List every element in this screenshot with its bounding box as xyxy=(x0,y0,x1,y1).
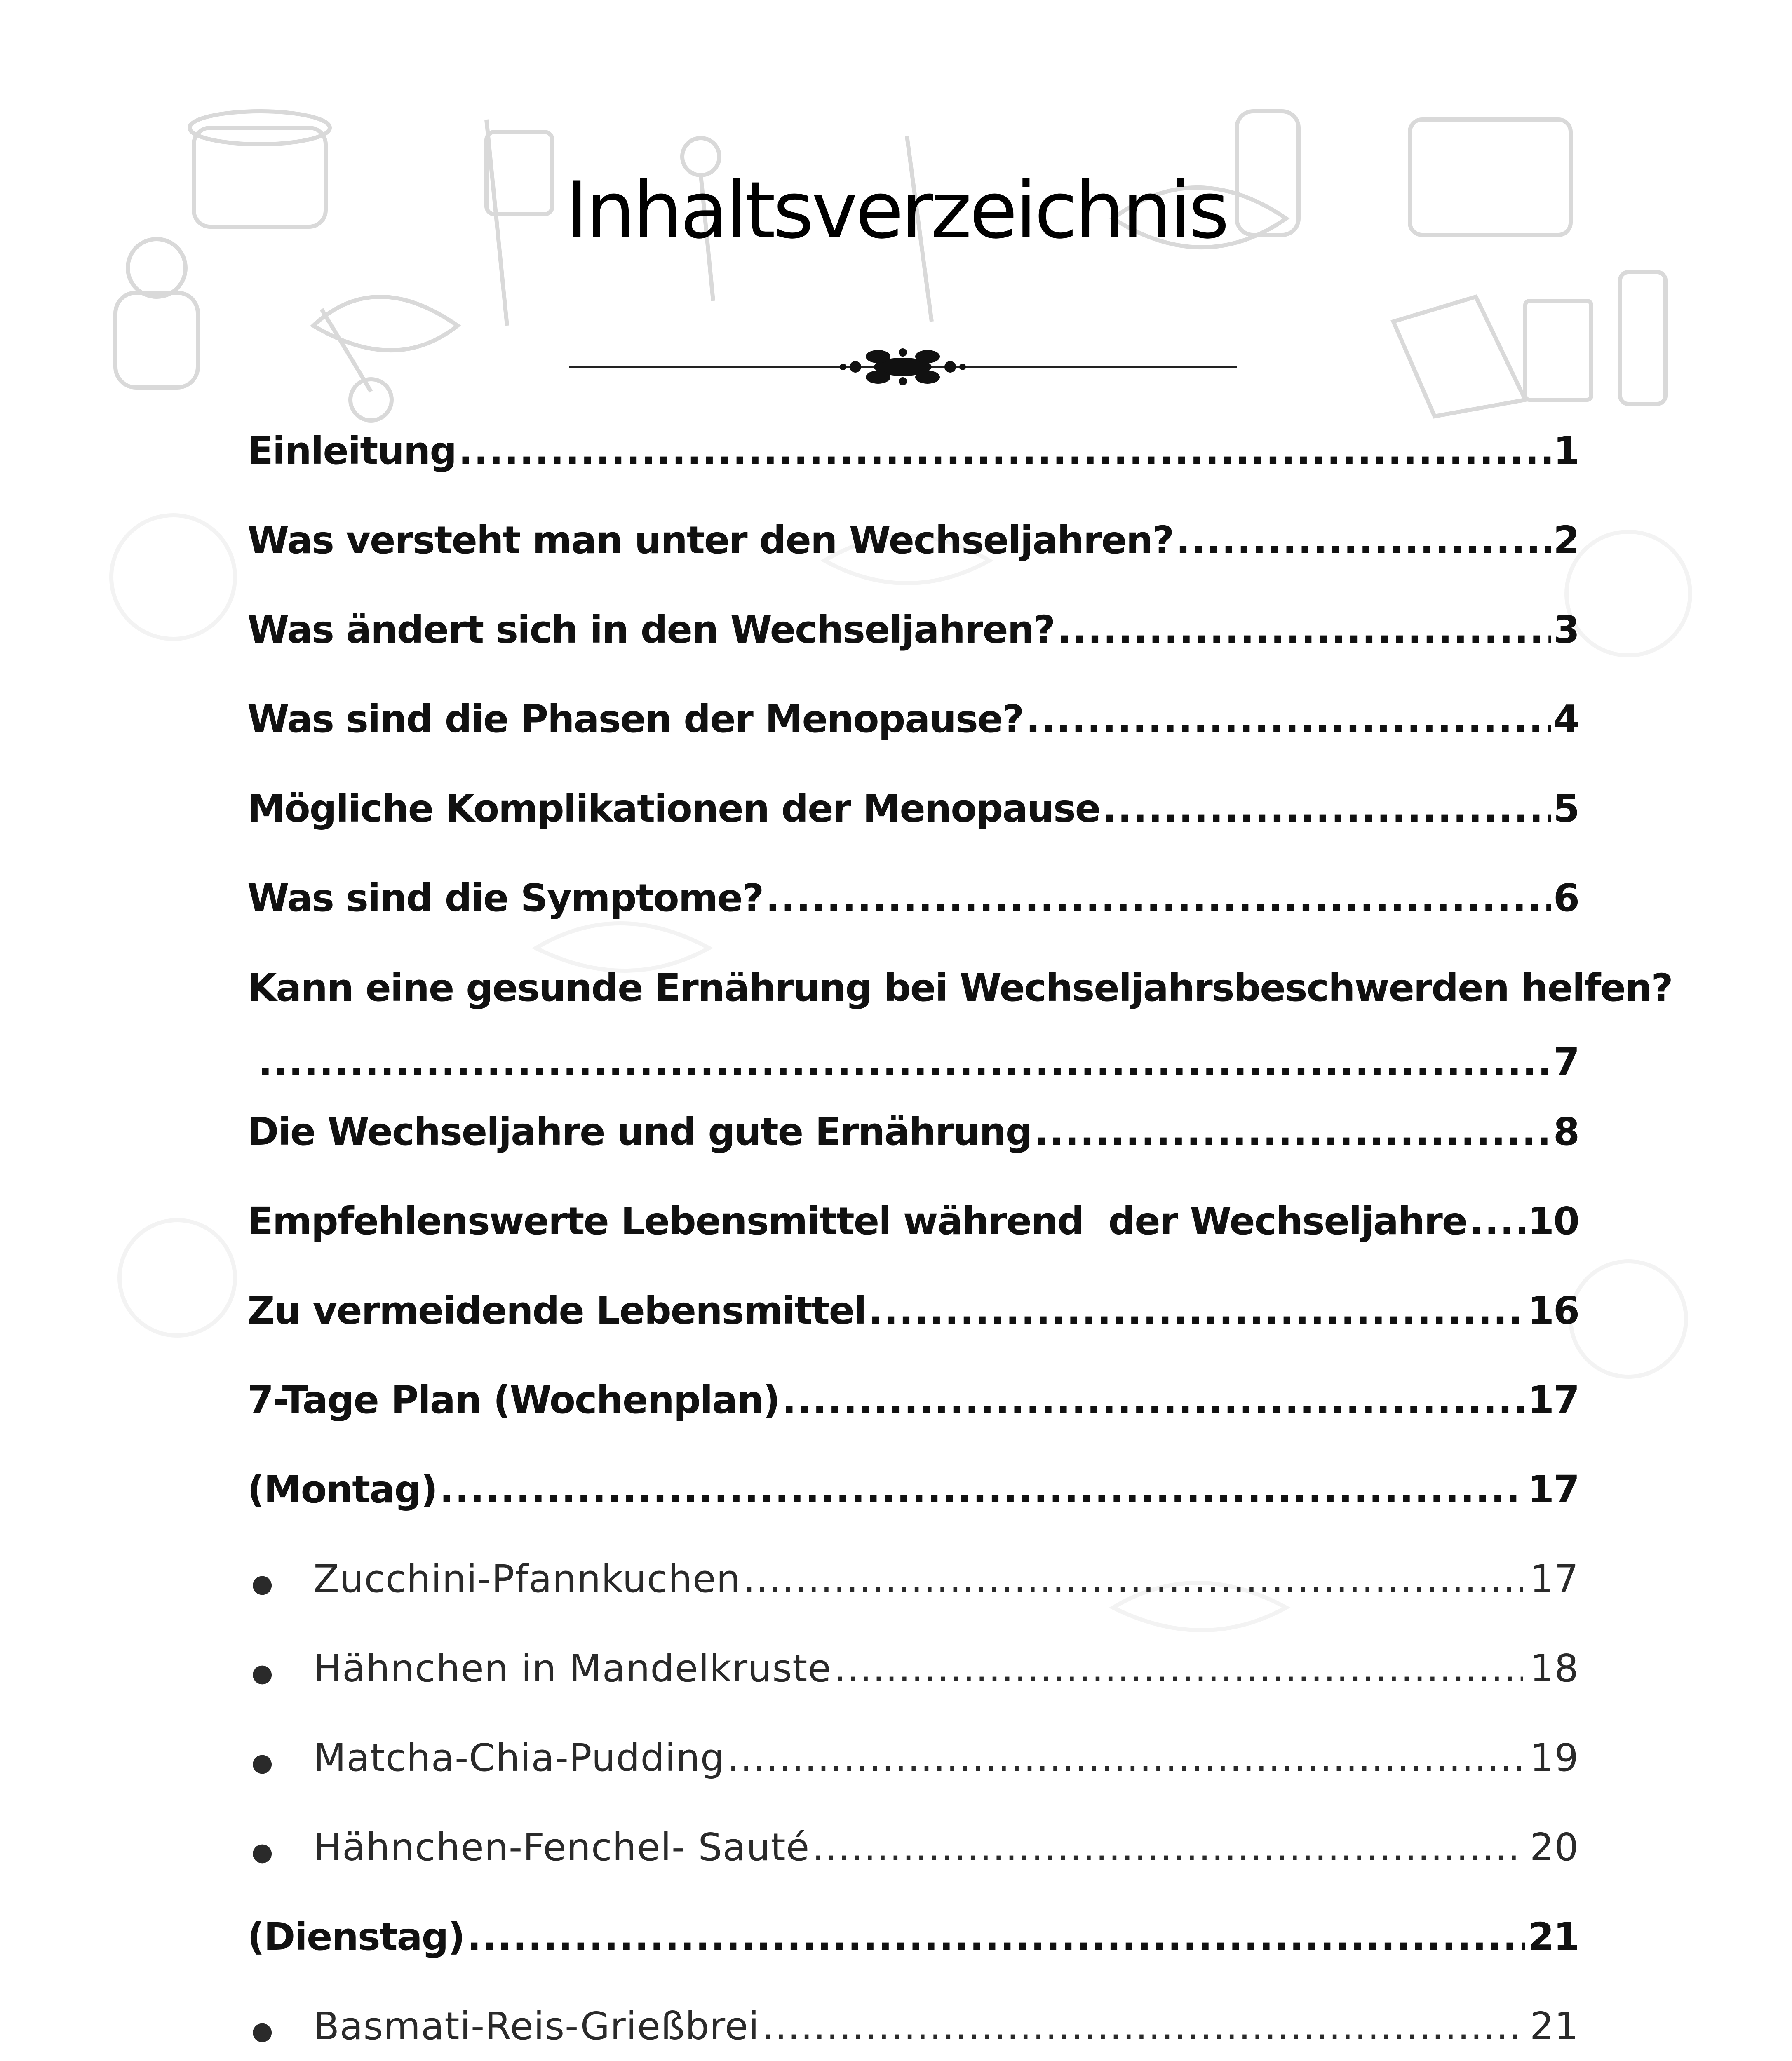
toc-leader-dots xyxy=(743,1534,1523,1624)
toc-entry-title: Einleitung xyxy=(247,429,456,473)
page-title: Inhaltsverzeichnis xyxy=(565,165,1227,256)
toc-entry-gute-ernaehrung[interactable] xyxy=(247,1087,1579,1176)
divider-ornament-icon xyxy=(569,344,1237,390)
toc-page-number: 21 xyxy=(1529,2004,1579,2048)
toc-entry-title: (Dienstag) xyxy=(247,1915,465,1959)
toc-entry-symptome[interactable] xyxy=(247,853,1579,943)
toc-leader-dots xyxy=(782,1355,1525,1445)
toc-page-number: 1 xyxy=(1553,429,1579,473)
toc-page-number: 7 xyxy=(1553,1040,1579,1084)
toc-page-number: 2 xyxy=(1553,518,1579,562)
bullet-icon: ● xyxy=(251,1659,274,1688)
toc-page-number: 19 xyxy=(1529,1736,1579,1780)
bullet-icon: ● xyxy=(251,2016,274,2045)
toc-page-number: 10 xyxy=(1527,1199,1579,1243)
toc-entry-gesunde-ernaehrung[interactable] xyxy=(247,943,1672,1087)
toc-page-number: 8 xyxy=(1553,1110,1579,1154)
bullet-icon: ● xyxy=(251,1748,274,1777)
toc-page-number: 20 xyxy=(1529,1825,1579,1869)
toc-entry-title: Die Wechseljahre und gute Ernährung xyxy=(247,1110,1032,1154)
toc-page-number: 5 xyxy=(1553,786,1579,831)
toc-entry-was-aendert-sich[interactable] xyxy=(247,585,1579,674)
toc-leader-dots xyxy=(458,406,1551,495)
toc-entry-empfehlenswerte-lebensmittel[interactable] xyxy=(247,1176,1579,1266)
toc-entry-was-versteht-man[interactable] xyxy=(247,495,1579,585)
toc-entry-title: Hähnchen-Fenchel- Sauté xyxy=(313,1825,810,1869)
toc-entry-title: (Montag) xyxy=(247,1467,437,1512)
toc-entry-einleitung[interactable] xyxy=(247,406,1579,495)
toc-entry-title: Hähnchen in Mandelkruste xyxy=(313,1646,831,1690)
toc-leader-dots xyxy=(766,853,1551,943)
toc-subentry-zucchini-pfannkuchen[interactable] xyxy=(247,1534,1579,1624)
toc-leader-dots xyxy=(1034,1087,1551,1176)
toc-entry-phasen[interactable] xyxy=(247,674,1579,764)
toc-entry-title: Was versteht man unter den Wechseljahren? xyxy=(247,518,1174,562)
toc-leader-dots xyxy=(727,1713,1523,1803)
toc-entry-title: Basmati-Reis-Grießbrei xyxy=(313,2004,760,2048)
toc-page-number: 6 xyxy=(1553,876,1579,920)
toc-entry-title: Was ändert sich in den Wechseljahren? xyxy=(247,608,1055,652)
toc-entry-title: Empfehlenswerte Lebensmittel während der Wechseljahre xyxy=(247,1199,1467,1243)
toc-entry-komplikationen[interactable] xyxy=(247,764,1579,853)
toc-entry-zu-vermeidende[interactable] xyxy=(247,1266,1579,1355)
toc-page-number: 21 xyxy=(1527,1915,1579,1959)
toc-subentry-basmati-reis-griessbrei[interactable] xyxy=(247,1981,1579,2061)
toc-leader-dots xyxy=(439,1445,1525,1534)
toc-entry-7-tage-plan[interactable] xyxy=(247,1355,1579,1445)
toc-entry-title: 7-Tage Plan (Wochenplan) xyxy=(247,1378,780,1422)
toc-page-number: 3 xyxy=(1553,608,1579,652)
bullet-icon: ● xyxy=(251,1569,274,1598)
toc-entry-title: Was sind die Phasen der Menopause? xyxy=(247,697,1024,741)
toc-entry-title: Zucchini-Pfannkuchen xyxy=(313,1557,741,1601)
toc-entry-title: Kann eine gesunde Ernährung bei Wechseljahrsbeschwerden helfen? xyxy=(247,966,1672,1010)
toc-leader-dots xyxy=(834,1624,1523,1713)
toc-leader-dots xyxy=(1176,495,1551,585)
toc-leader-dots xyxy=(1469,1176,1525,1266)
toc-leader-dots xyxy=(1026,674,1551,764)
toc-leader-dots xyxy=(1102,764,1551,853)
toc-subentry-haehnchen-fenchel-saute[interactable] xyxy=(247,1803,1579,1892)
toc-entry-title: Matcha-Chia-Pudding xyxy=(313,1736,725,1780)
toc-entry-continuation xyxy=(247,1038,1579,1087)
toc-leader-dots xyxy=(467,1892,1525,1981)
toc-page-number: 16 xyxy=(1527,1289,1579,1333)
toc-entry-title: Mögliche Komplikationen der Menopause xyxy=(247,786,1100,831)
toc-subentry-matcha-chia-pudding[interactable] xyxy=(247,1713,1579,1803)
toc-leader-dots xyxy=(258,1038,1551,1087)
toc-leader-dots xyxy=(1057,585,1551,674)
toc-entry-title: Zu vermeidende Lebensmittel xyxy=(247,1289,866,1333)
toc-page-number: 17 xyxy=(1529,1557,1579,1601)
toc-leader-dots xyxy=(812,1803,1523,1892)
toc-leader-dots xyxy=(762,1981,1523,2061)
toc-page-number: 17 xyxy=(1527,1467,1579,1512)
bullet-icon: ● xyxy=(251,1838,274,1866)
toc-entry-dienstag[interactable] xyxy=(247,1892,1579,1981)
toc-entry-title: Was sind die Symptome? xyxy=(247,876,763,920)
toc-entry-montag[interactable] xyxy=(247,1445,1579,1534)
toc-page-number: 17 xyxy=(1527,1378,1579,1422)
toc-leader-dots xyxy=(869,1266,1525,1355)
toc-subentry-haehnchen-mandelkruste[interactable] xyxy=(247,1624,1579,1713)
toc-page-number: 4 xyxy=(1553,697,1579,741)
toc-page-number: 18 xyxy=(1529,1646,1579,1690)
table-of-contents xyxy=(247,406,1672,2061)
